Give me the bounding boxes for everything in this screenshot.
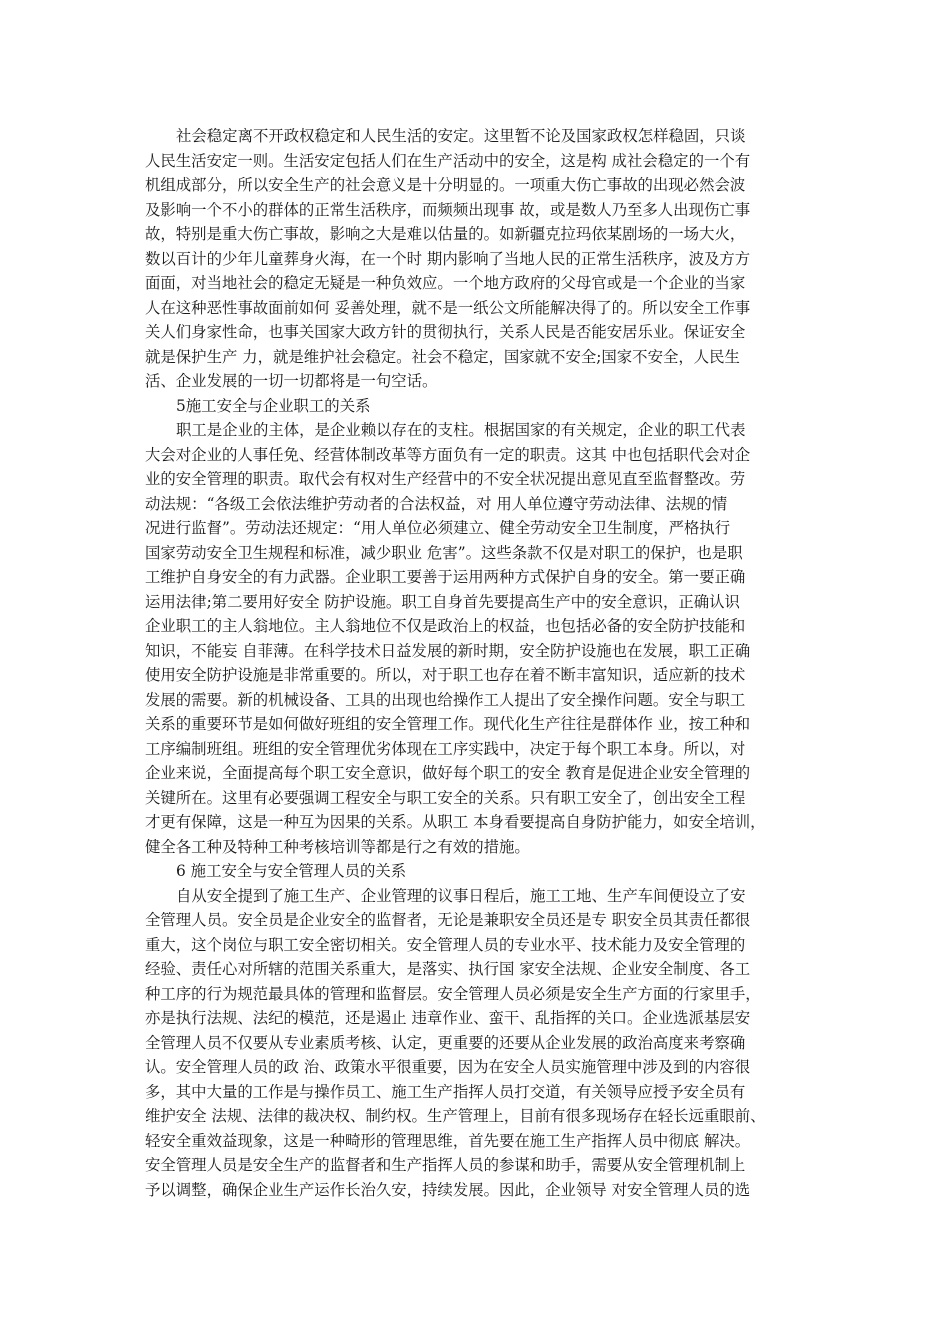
text-line: 才更有保障，这是一种互为因果的关系。从职工 本身看要提高自身防护能力，如安全培训， — [145, 813, 766, 831]
text-line: 知识，不能妄 自菲薄。在科学技术日益发展的新时期，安全防护设施也在发展，职工正确 — [145, 641, 751, 660]
text-line: 动法规：“各级工会依法维护劳动者的合法权益，对 用人单位遵守劳动法律、法规的情 — [145, 494, 728, 513]
text-line: 重大，这个岗位与职工安全密切相关。安全管理人员的专业水平、技术能力及安全管理的 — [145, 935, 746, 954]
paragraph-social-stability — [145, 124, 815, 394]
text-line: 全管理人员。安全员是企业安全的监督者，无论是兼职安全员还是专 职安全员其责任都很 — [145, 911, 751, 929]
text-line: 就是保护生产 力，就是维护社会稳定。社会不稳定，国家就不安全;国家不安全，人民生 — [145, 347, 740, 366]
text-line: 亦是执行法规、法纪的模范，还是遏止 违章作业、蛮干、乱指挥的关口。企业选派基层安 — [145, 1009, 751, 1027]
text-line: 国家劳动安全卫生规程和标准，减少职业 危害”。这些条款不仅是对职工的保护，也是职 — [145, 543, 743, 562]
paragraph-safety-managers — [145, 884, 815, 1203]
text-line: 全管理人员不仅要从专业素质考核、认定，更重要的还要从企业发展的政治高度来考察确 — [145, 1033, 746, 1052]
text-line: 自从安全提到了施工生产、企业管理的议事日程后，施工工地、生产车间便设立了安 — [176, 886, 746, 905]
section-heading-6: 6 施工安全与安全管理人员的关系 — [176, 862, 407, 880]
text-line: 故，特别是重大伤亡事故，影响之大是难以估量的。如新疆克拉玛依某剧场的一场大火， — [145, 225, 746, 243]
text-line: 企业来说，全面提高每个职工安全意识，做好每个职工的安全 教育是促进企业安全管理的 — [145, 764, 751, 782]
text-line: 健全各工种及特种工种考核培训等都是行之有效的措施。 — [145, 837, 530, 856]
section-heading-5: 5施工安全与企业职工的关系 — [176, 396, 371, 415]
text-line: 予以调整，确保企业生产运作长治久安，持续发展。因此，企业领导 对安全管理人员的选 — [145, 1180, 751, 1199]
text-line: 人在这种恶性事故面前如何 妥善处理，就不是一纸公文所能解决得了的。所以安全工作事 — [145, 298, 751, 317]
text-line: 种工序的行为规范最具体的管理和监督层。安全管理人员必须是安全生产方面的行家里手， — [145, 984, 761, 1003]
text-line: 多，其中大量的工作是与操作员工、施工生产指挥人员打交道，有关领导应授予安全员有 — [145, 1082, 746, 1101]
text-line: 机组成部分，所以安全生产的社会意义是十分明显的。一项重大伤亡事故的出现必然会波 — [145, 176, 746, 194]
text-line: 业的安全管理的职责。取代会有权对生产经营中的不安全状况提出意见直至监督整改。劳 — [145, 470, 746, 488]
text-line: 况进行监督”。劳动法还规定：“用人单位必须建立、健全劳动安全卫生制度，严格执行 — [145, 519, 731, 537]
text-line: 关键所在。这里有必要强调工程安全与职工安全的关系。只有职工安全了，创出安全工程 — [145, 788, 746, 807]
text-line: 面面，对当地社会的稳定无疑是一种负效应。一个地方政府的父母官或是一个企业的当家 — [145, 274, 746, 292]
text-line: 运用法律;第二要用好安全 防护设施。职工自身首先要提高生产中的安全意识，正确认识 — [145, 592, 740, 611]
text-line: 使用安全防护设施是非常重要的。所以，对于职工也存在着不断丰富知识，适应新的技术 — [145, 666, 746, 684]
text-line: 大会对企业的人事任免、经营体制改革等方面负有一定的职责。这其 中也包括职代会对企 — [145, 445, 751, 464]
text-line: 安全管理人员是安全生产的监督者和生产指挥人员的参谋和助手，需要从安全管理机制上 — [145, 1156, 746, 1174]
text-line: 关人们身家性命，也事关国家大政方针的贯彻执行，关系人民是否能安居乐业。保证安全 — [145, 323, 746, 341]
text-line: 活、企业发展的一切一切都将是一句空话。 — [145, 372, 438, 390]
paragraph-workers — [145, 418, 815, 859]
text-line: 轻安全重效益现象，这是一种畸形的管理思维，首先要在施工生产指挥人员中彻底 解决。 — [145, 1131, 751, 1150]
text-line: 社会稳定离不开政权稳定和人民生活的安定。这里暂不论及国家政权怎样稳固，只谈 — [176, 127, 746, 145]
text-line: 人民生活安定一则。生活安定包括人们在生产活动中的安全，这是构 成社会稳定的一个有 — [145, 151, 751, 170]
text-line: 数以百计的少年儿童葬身火海，在一个时 期内影响了当地人民的正常生活秩序，波及方方 — [145, 249, 751, 268]
text-line: 职工是企业的主体，是企业赖以存在的支柱。根据国家的有关规定，企业的职工代表 — [176, 421, 746, 439]
text-line: 认。安全管理人员的政 治、政策水平很重要，因为在安全人员实施管理中涉及到的内容很 — [145, 1058, 751, 1076]
text-line: 关系的重要环节是如何做好班组的安全管理工作。现代化生产往往是群体作 业，按工种和 — [145, 715, 751, 733]
text-line: 及影响一个不小的群体的正常生活秩序，而频频出现事 故，或是数人乃至多人出现伤亡事 — [145, 200, 751, 219]
document-page — [145, 124, 815, 1202]
text-line: 经验、责任心对所辖的范围关系重大，是落实、执行国 家安全法规、企业安全制度、各工 — [145, 960, 751, 978]
text-line: 发展的需要。新的机械设备、工具的出现也给操作工人提出了安全操作问题。安全与职工 — [145, 690, 746, 709]
text-line: 工维护自身安全的有力武器。企业职工要善于运用两种方式保护自身的安全。第一要正确 — [145, 568, 746, 586]
text-line: 维护安全 法规、法律的裁决权、制约权。生产管理上，目前有很多现场存在轻长远重眼前、 — [145, 1107, 766, 1125]
text-line: 企业职工的主人翁地位。主人翁地位不仅是政治上的权益，也包括必备的安全防护技能和 — [145, 617, 746, 635]
text-line: 工序编制班组。班组的安全管理优劣体现在工序实践中，决定于每个职工本身。所以，对 — [145, 739, 746, 758]
